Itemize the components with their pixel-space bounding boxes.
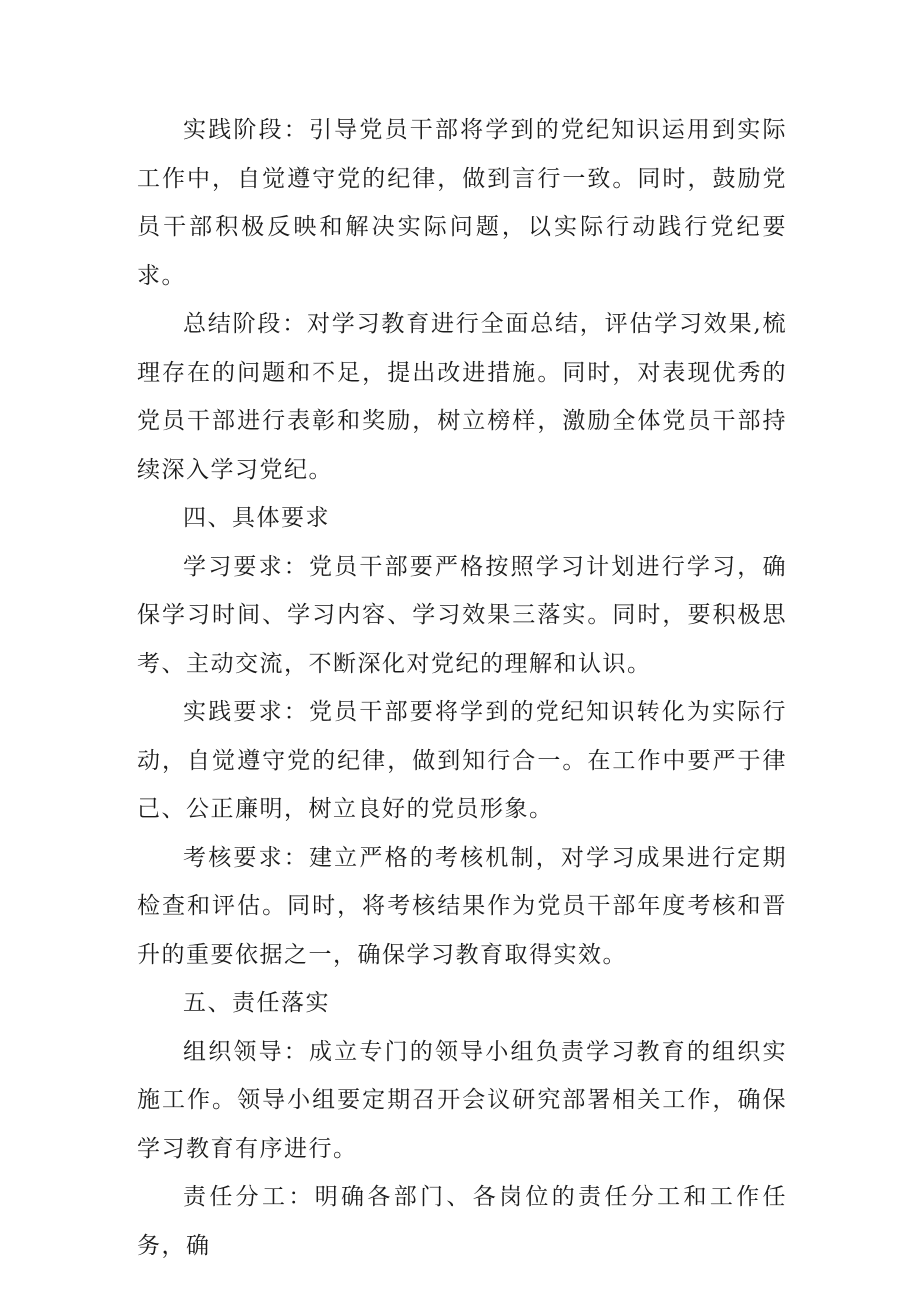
assessment-requirement-paragraph: 考核要求：建立严格的考核机制，对学习成果进行定期检查和评估。同时，将考核结果作为党员干部年度考核和晋升的重要依据之一，确保学习教育取得实效。: [137, 844, 787, 968]
summary-stage-paragraph: 总结阶段：对学习教育进行全面总结，评估学习效果,梳理存在的问题和不足，提出改进措施。同时，对表现优秀的党员干部进行表彰和奖励，树立榜样，激励全体党员干部持续深入学习党纪。: [137, 311, 787, 483]
practice-stage-paragraph: 实践阶段：引导党员干部将学到的党纪知识运用到实际工作中，自觉遵守党的纪律，做到言行一致。同时，鼓励党员干部积极反映和解决实际问题，以实际行动践行党纪要求。: [137, 117, 787, 289]
practice-requirement-paragraph: 实践要求：党员干部要将学到的党纪知识转化为实际行动，自觉遵守党的纪律，做到知行合一。在工作中要严于律己、公正廉明，树立良好的党员形象。: [137, 699, 787, 822]
organization-leadership-paragraph: 组织领导：成立专门的领导小组负责学习教育的组织实施工作。领导小组要定期召开会议研究部署相关工作，确保学习教育有序进行。: [137, 1038, 787, 1162]
responsibility-division-paragraph: 责任分工：明确各部门、各岗位的责任分工和工作任务，确: [137, 1184, 787, 1259]
study-requirement-paragraph: 学习要求：党员干部要严格按照学习计划进行学习，确保学习时间、学习内容、学习效果三落实。同时，要积极思考、主动交流，不断深化对党纪的理解和认识。: [137, 553, 787, 677]
section-heading-5: 五、责任落实: [183, 990, 330, 1016]
section-heading-4: 四、具体要求: [183, 505, 330, 531]
document-body: [137, 106, 787, 1270]
